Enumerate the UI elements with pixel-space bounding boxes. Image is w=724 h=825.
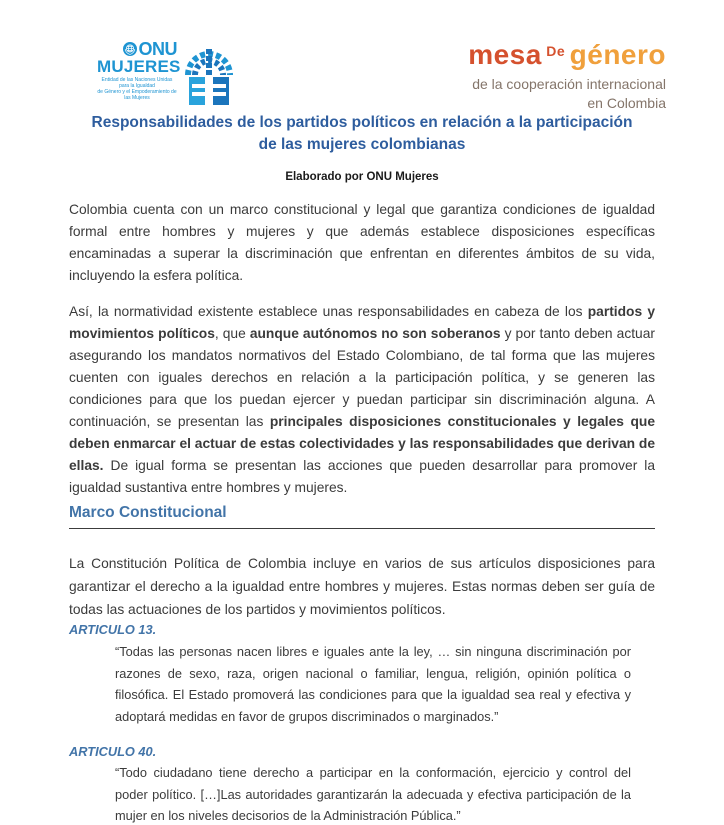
section-heading-marco-constitucional: Marco Constitucional [69, 504, 227, 521]
article-13-label: ARTICULO 13. [69, 622, 157, 637]
article-40-quote: “Todo ciudadano tiene derecho a participar en la conformación, ejercicio y control del poder político. […]Las autoridades garantizarán la adecuada y efectiva participación de la mujer en los niveles decisorios de la Administración Pública.” [115, 765, 631, 823]
byline: Elaborado por ONU Mujeres [285, 171, 439, 183]
mesa-logo-subtitle-2: en Colombia [587, 95, 666, 111]
section-divider [69, 528, 655, 529]
mesa-de-genero-wordmark: mesa De género [468, 39, 666, 70]
mesa-logo-subtitle-1: de la cooperación internacional [472, 76, 666, 92]
paragraph-normatividad: Así, la normatividad existente establece unas responsabilidades en cabeza de los partidos y movimientos políticos, que aunque autónomos no son soberanos y por tanto deben actuar asegurando los mandatos normativos del Estado Colombiano, de tal forma que las mujeres cuenten con iguales derechos en relación a la participación política, y se generen las condiciones para que los puedan ejercer y puedan participar sin discriminación alguna. A continuación, se presentan las principales disposiciones constitucionales y legales que deben enmarcar el actuar de estas colectividades y las responsabilidades que derivan de ellas. De igual forma se presentan las acciones que pueden desarrollar para promover la igualdad sustantiva entre hombres y mujeres. [69, 304, 655, 495]
paragraph-constitucion: La Constitución Política de Colombia incluye en varios de sus artículos disposiciones para garantizar el derecho a la igualdad entre hombres y mujeres. Estas normas deben ser guía de todas las actuaciones de los partidos y movimientos políticos. [69, 556, 655, 617]
article-40-label: ARTICULO 40. [69, 744, 157, 759]
mesa-de-genero-logo [468, 36, 666, 113]
paragraph-intro: Colombia cuenta con un marco constitucional y legal que garantiza condiciones de igualdad formal entre hombres y mujeres y que además establece disposiciones específicas encaminadas a superar la discriminación que enfrentan en diferentes ámbitos de su vida, incluyendo la esfera política. [69, 202, 655, 283]
un-women-symbol-icon [182, 40, 236, 106]
onu-logo-tagline: Entidad de las Naciones Unidas para la Igualdad de Género y el Empoderamiento de las Mujeres [97, 77, 177, 101]
onu-logo-text: ONU [138, 39, 177, 59]
page-title: Responsabilidades de los partidos políticos en relación a la participación de las mujeres colombianas [91, 114, 633, 153]
onu-mujeres-wordmark [97, 39, 181, 101]
onu-mujeres-logo [97, 40, 236, 106]
un-emblem-icon [123, 42, 137, 56]
mujeres-logo-text: MUJERES [97, 57, 181, 76]
article-13-quote: “Todas las personas nacen libres e iguales ante la ley, … sin ninguna discriminación por razones de sexo, raza, origen nacional o familiar, lengua, religión, opinión política o filosófica. El Estado promoverá las condiciones para que la igualdad sea real y efectiva y adoptará medidas en favor de grupos discriminados o marginados.” [115, 644, 631, 724]
